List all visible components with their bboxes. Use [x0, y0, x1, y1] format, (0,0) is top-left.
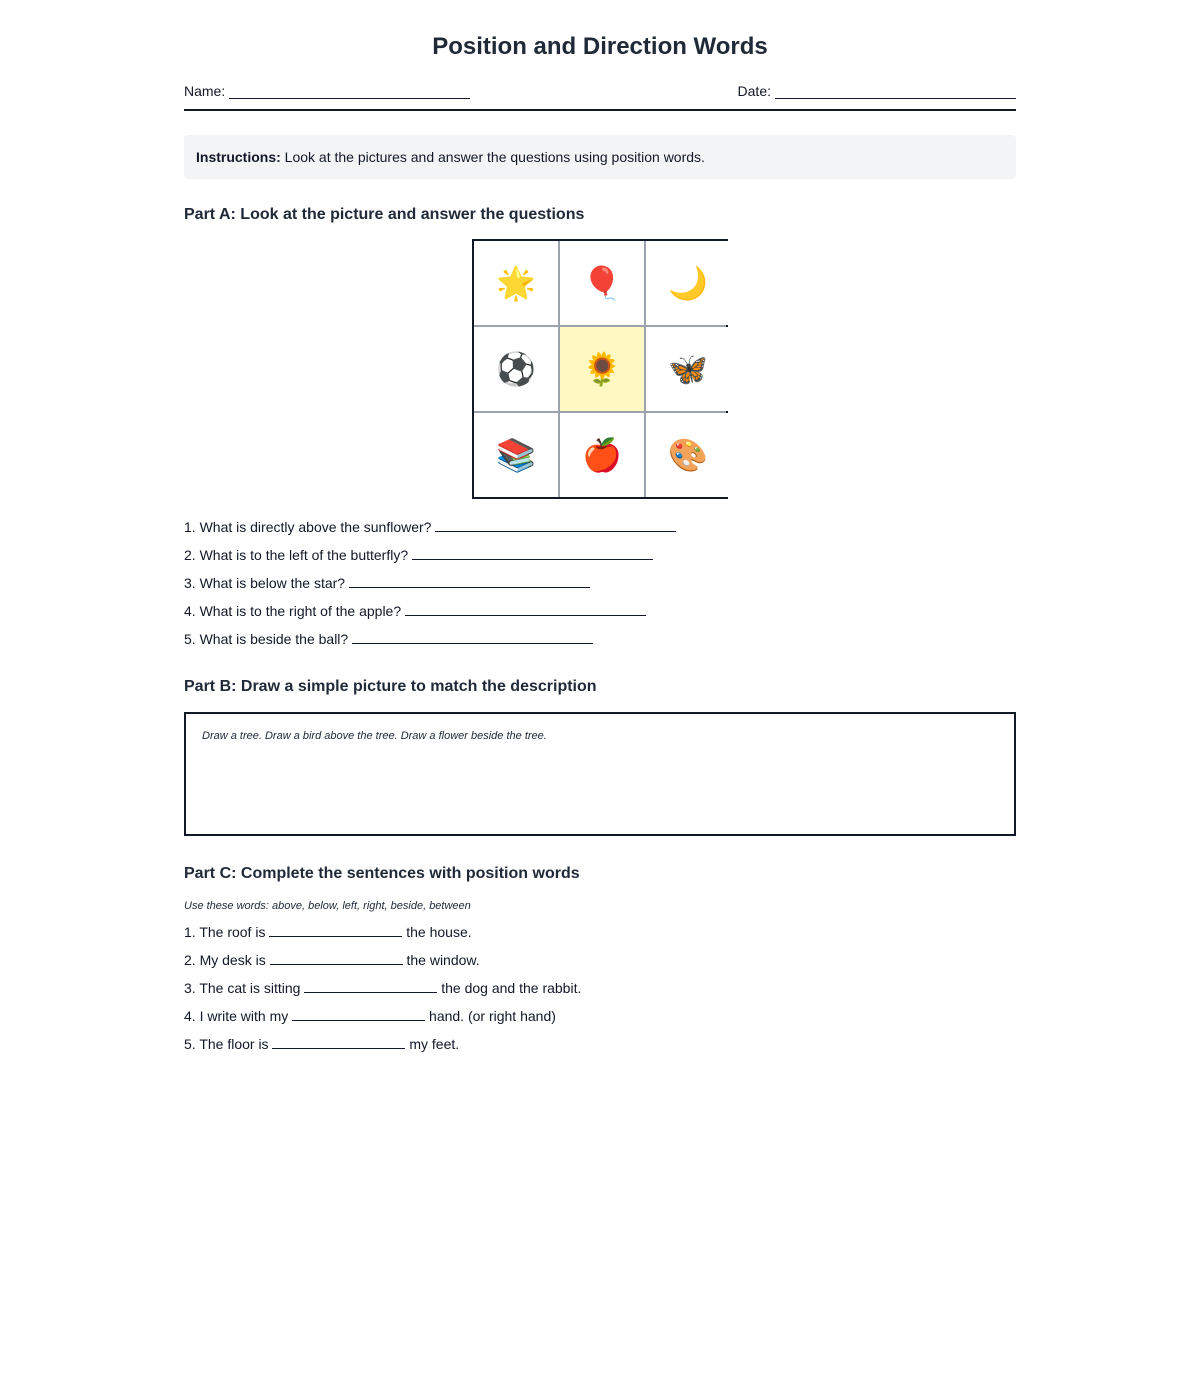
part-a-title: Part A: Look at the picture and answer the questions — [184, 206, 585, 223]
books-icon: 📚 — [496, 437, 536, 473]
sunflower-icon: 🌻 — [582, 351, 622, 387]
fill-in-blank[interactable] — [269, 922, 402, 937]
sentence-start: 4. I write with my — [184, 1008, 289, 1024]
butterfly-icon: 🦋 — [668, 351, 708, 387]
grid-cell — [646, 327, 730, 411]
moon-icon: 🌙 — [668, 265, 708, 301]
question-text: 5. What is beside the ball? — [184, 631, 349, 647]
sentence-start: 3. The cat is sitting — [184, 980, 301, 996]
sentence-end: my feet. — [409, 1036, 460, 1052]
grid-cell — [646, 241, 730, 325]
page-title: Position and Direction Words — [432, 33, 768, 60]
grid-cell — [560, 413, 644, 497]
answer-line[interactable] — [405, 601, 646, 616]
sentence-end: the window. — [406, 952, 480, 968]
part-b-title: Part B: Draw a simple picture to match the description — [184, 678, 597, 695]
instructions-text: Look at the pictures and answer the questions using position words. — [284, 149, 705, 165]
fill-in-blank[interactable] — [272, 1034, 405, 1049]
star-icon: 🌟 — [496, 265, 536, 301]
worksheet-page — [184, 0, 1016, 1062]
answer-line[interactable] — [349, 573, 590, 588]
date-label: Date: — [737, 83, 771, 99]
sentence-start: 5. The floor is — [184, 1036, 269, 1052]
answer-line[interactable] — [352, 629, 593, 644]
sentence-item — [184, 978, 1016, 1006]
sentence-item — [184, 950, 1016, 978]
sentence-start: 2. My desk is — [184, 952, 266, 968]
question-item — [184, 629, 1016, 657]
grid-cell — [474, 241, 558, 325]
question-item — [184, 573, 1016, 601]
palette-icon: 🎨 — [668, 437, 708, 473]
name-input-line[interactable] — [229, 82, 470, 99]
fill-in-blank[interactable] — [270, 950, 403, 965]
question-text: 2. What is to the left of the butterfly? — [184, 547, 409, 563]
fill-in-blank[interactable] — [304, 978, 437, 993]
name-label: Name: — [184, 83, 226, 99]
grid-cell — [474, 413, 558, 497]
part-a-questions — [184, 517, 1016, 657]
question-item — [184, 517, 1016, 545]
sentence-end: the dog and the rabbit. — [441, 980, 582, 996]
picture-grid — [472, 239, 728, 499]
ball-icon: ⚽ — [496, 351, 536, 387]
name-date-row — [184, 82, 1016, 111]
picture-grid-wrapper — [184, 239, 1016, 499]
date-field — [738, 82, 1016, 99]
date-input-line[interactable] — [775, 82, 1016, 99]
word-bank: Use these words: above, below, left, right, beside, between — [184, 900, 471, 912]
drawing-area[interactable] — [184, 712, 1016, 836]
grid-cell — [560, 327, 644, 411]
name-field — [184, 82, 470, 99]
fill-in-blank[interactable] — [292, 1006, 425, 1021]
sentence-item — [184, 1034, 1016, 1062]
grid-cell — [646, 413, 730, 497]
sentence-end: hand. (or right hand) — [429, 1008, 556, 1024]
question-text: 3. What is below the star? — [184, 575, 346, 591]
instructions-label: Instructions: — [196, 149, 281, 165]
sentence-item — [184, 922, 1016, 950]
part-c-title: Part C: Complete the sentences with position words — [184, 865, 580, 882]
question-item — [184, 545, 1016, 573]
sentence-item — [184, 1006, 1016, 1034]
grid-cell — [474, 327, 558, 411]
sentence-end: the house. — [406, 924, 472, 940]
balloon-icon: 🎈 — [582, 265, 622, 301]
answer-line[interactable] — [435, 517, 676, 532]
instructions-box — [184, 135, 1016, 179]
question-text: 4. What is to the right of the apple? — [184, 603, 402, 619]
drawing-prompt: Draw a tree. Draw a bird above the tree. Draw a flower beside the tree. — [202, 730, 547, 742]
question-item — [184, 601, 1016, 629]
part-c-sentences — [184, 922, 1016, 1062]
apple-icon: 🍎 — [582, 437, 622, 473]
question-text: 1. What is directly above the sunflower? — [184, 519, 432, 535]
grid-cell — [560, 241, 644, 325]
sentence-start: 1. The roof is — [184, 924, 266, 940]
answer-line[interactable] — [412, 545, 653, 560]
